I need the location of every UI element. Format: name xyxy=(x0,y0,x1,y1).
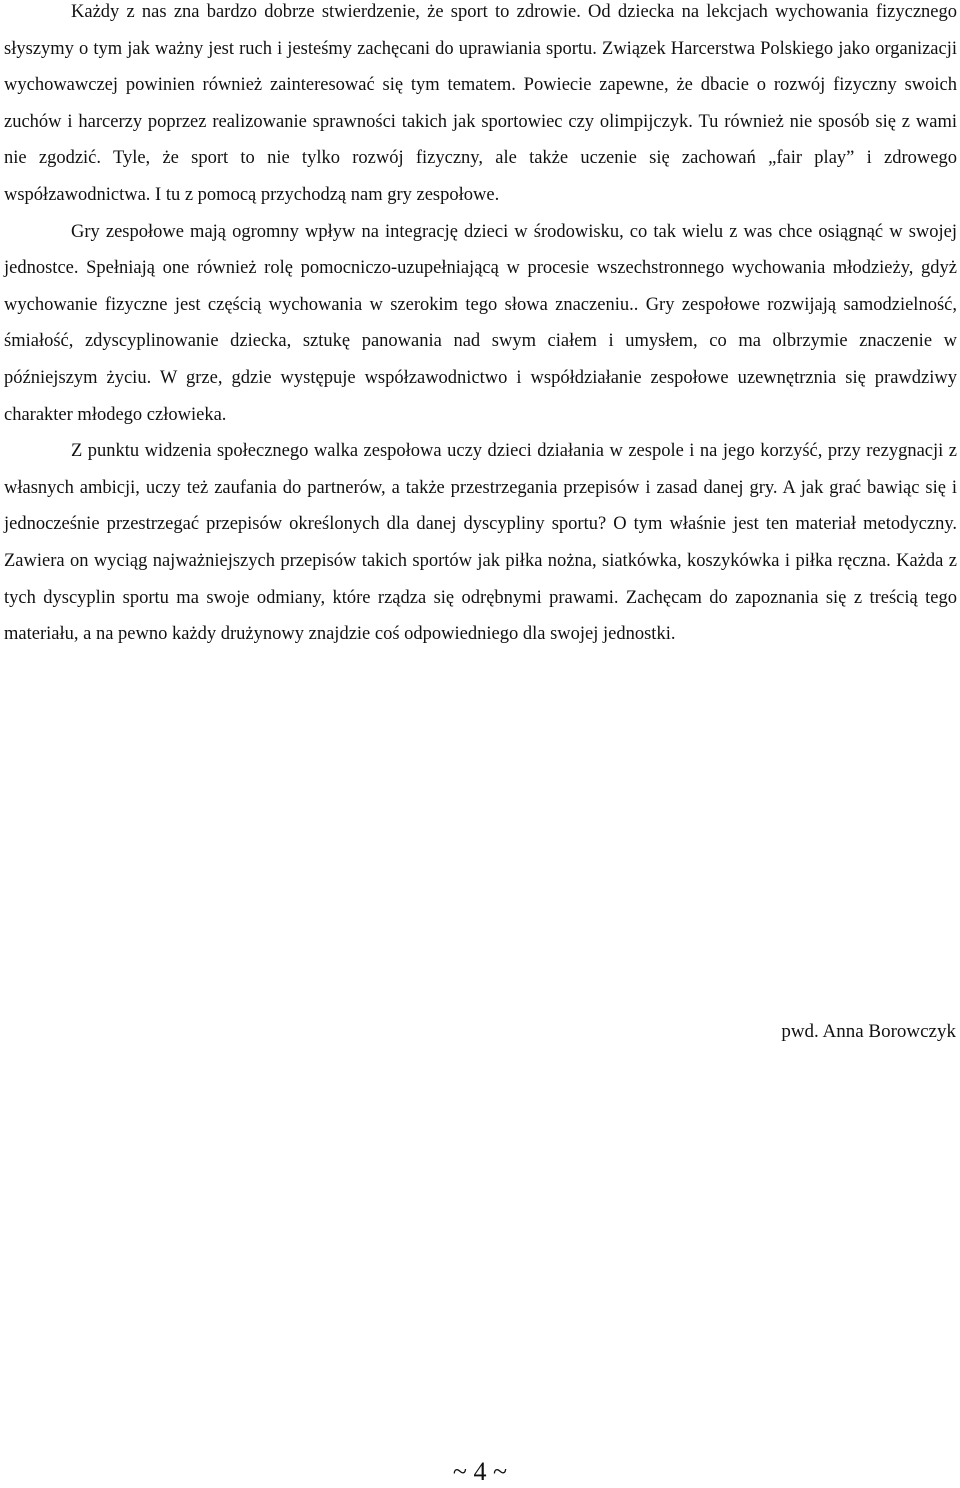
paragraph-2: Gry zespołowe mają ogromny wpływ na integrację dzieci w środowisku, co tak wielu z was chce osiągnąć w swojej jednostce. Spełniają one również rolę pomocniczo-uzupełniającą w procesie wszechstronnego wychowania młodzieży, gdyż wychowanie fizyczne jest częścią wychowania w szerokim tego słowa znaczeniu.. Gry zespołowe rozwijają samodzielność, śmiałość, zdyscyplinowanie dziecka, sztukę panowania nad swym ciałem i umysłem, co ma olbrzymie znaczenie w późniejszym życiu. W grze, gdzie występuje współzawodnictwo i współdziałanie zespołowe uzewnętrznia się prawdziwy charakter młodego człowieka. xyxy=(4,221,957,425)
paragraph-1: Każdy z nas zna bardzo dobrze stwierdzenie, że sport to zdrowie. Od dziecka na lekcjach wychowania fizycznego słyszymy o tym jak ważny jest ruch i jesteśmy zachęcani do uprawiania sportu. Związek Harcerstwa Polskiego jako organizacji wychowawczej powinien również zainteresować się tym tematem. Powiecie zapewne, że dbacie o rozwój fizyczny swoich zuchów i harcerzy poprzez realizowanie sprawności takich jak sportowiec czy olimpijczyk. Tu również nie sposób się z wami nie zgodzić. Tyle, że sport to nie tylko rozwój fizyczny, ale także uczenie się zachowań „fair play” i zdrowego współzawodnictwa. I tu z pomocą przychodzą nam gry zespołowe. xyxy=(4,2,957,205)
page-number: ~ 4 ~ xyxy=(452,1457,508,1486)
author-signature: pwd. Anna Borowczyk xyxy=(781,1021,956,1042)
paragraph-3: Z punktu widzenia społecznego walka zespołowa uczy dzieci działania w zespole i na jego korzyść, przy rezygnacji z własnych ambicji, uczy też zaufania do partnerów, a także przestrzegania przepisów i zasad danej gry. A jak grać bawiąc się i jednocześnie przestrzegać przepisów określonych dla danej dyscypliny sportu? O tym właśnie jest ten materiał metodyczny. Zawiera on wyciąg najważniejszych przepisów takich sportów jak piłka nożna, siatkówka, koszykówka i piłka ręczna. Każda z tych dyscyplin sportu ma swoje odmiany, które rządza się odrębnymi prawami. Zachęcam do zapoznania się z treścią tego materiału, a na pewno każdy drużynowy znajdzie coś odpowiedniego dla swojej jednostki. xyxy=(4,441,957,645)
document-body xyxy=(4,0,957,653)
